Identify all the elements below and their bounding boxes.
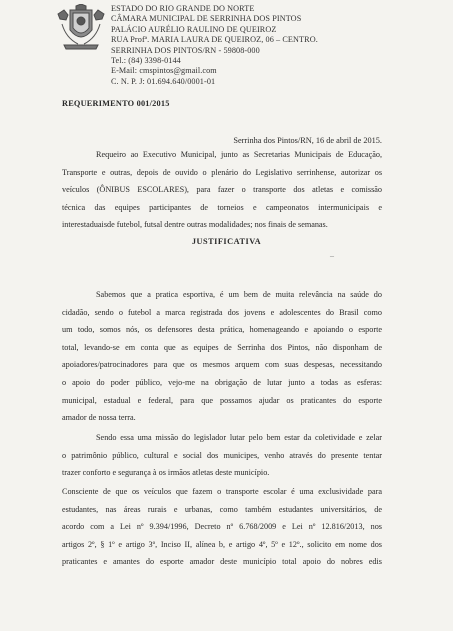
justification-line: amador de nossa terra. (62, 413, 136, 423)
justification-line: Sendo essa uma missão do legislador lutar pelo bem estar da coletividade e zelar (96, 433, 382, 442)
letterhead-phone: Tel.: (84) 3398-0144 (111, 56, 181, 66)
letterhead-cnpj: C. N. P. J: 01.694.640/0001-01 (111, 76, 216, 86)
justification-line: total, levando-se em conta que as equipes de Serrinha dos Pintos, não disponham de (62, 342, 382, 352)
justification-line: estudantes, nas áreas rurais e urbanas, como também estudantes universitários, de (62, 504, 382, 514)
request-line: Requeiro ao Executivo Municipal, junto as Secretarias Municipais de Educação, (96, 150, 382, 159)
justification-line: o apoio do poder público, vejo-me na obrigação de lutar junto a todas as esferas: (62, 377, 382, 387)
justification-line: Consciente de que os veículos que fazem o transporte escolar é uma exclusividade para (62, 487, 382, 496)
justification-paragraph-1 (62, 286, 382, 427)
heading-mark: – (330, 251, 334, 260)
justification-heading: JUSTIFICATIVA (191, 237, 262, 246)
letterhead-chamber: CÂMARA MUNICIPAL DE SERRINHA DOS PINTOS (111, 14, 302, 24)
letterhead-city: SERRINHA DOS PINTOS/RN - 59808-000 (111, 45, 260, 55)
request-line: interestaduaisde futebol, futsal dentre outras modalidades; nos finais de semanas. (62, 220, 328, 230)
justification-line: Sabemos que a pratica esportiva, é um bem de muita relevância na saúde do (96, 290, 382, 299)
request-line: técnica das equipes participantes de torneios e campeonatos intermunicipais e (62, 202, 382, 212)
letterhead-address: RUA Profª. MARIA LAURA DE QUEIROZ, 06 – CENTRO. (111, 35, 318, 45)
justification-line: um todo, somos nós, os defensores desta prática, homenageando e apoiando o esporte (62, 325, 382, 335)
justification-line: acordo com a Lei nº 9.394/1996, Decreto nº 6.768/2009 e Lei nº 12.816/2013, nos (62, 522, 382, 532)
justification-paragraph-3 (62, 483, 382, 571)
justification-line: trazer conforto e segurança à os irmãos atletas deste município. (62, 468, 270, 478)
letterhead-state: ESTADO DO RIO GRANDE DO NORTE (111, 4, 255, 13)
coat-of-arms-icon (56, 4, 106, 50)
date-line: Serrinha dos Pintos/RN, 16 de abril de 2015. (233, 136, 382, 145)
letterhead-palace: PALÁCIO AURÉLIO RAULINO DE QUEIROZ (111, 24, 277, 34)
justification-paragraph-2 (62, 429, 382, 482)
letterhead-email: E-Mail: cmspintos@gmail.com (111, 66, 217, 76)
justification-line: o patrimônio público, cultural e social dos municipes, venho através do presente tentar (62, 450, 382, 460)
request-paragraph (62, 146, 382, 234)
justification-line: praticantes e amantes do esporte amador deste município total apoio do nobres edis (62, 557, 382, 567)
letterhead (111, 4, 441, 87)
request-line: veículos (ÔNIBUS ESCOLARES), para fazer o transporte dos atletas e comissão (62, 185, 382, 195)
document-reference: REQUERIMENTO 001/2015 (62, 99, 170, 108)
justification-line: cidadão, sendo o futebol a marca registrada dos jovens e adolescentes do Brasil como (62, 307, 382, 317)
request-line: Transporte e outras, depois de ouvido o plenário do Legislativo serrinhense, autorizar os (62, 167, 382, 177)
justification-line: apoiadores/patrocinadores para que os mesmos arquem com suas despesas, necessitando (62, 360, 382, 370)
justification-line: artigos 2º, § 1º e artigo 3º, Inciso II, alínea b, e artigo 4º, 5º e 12º., solicito em nome dos (62, 539, 382, 549)
justification-line: municipal, estadual e federal, para que possamos ajudar os praticantes do esporte (62, 395, 382, 405)
